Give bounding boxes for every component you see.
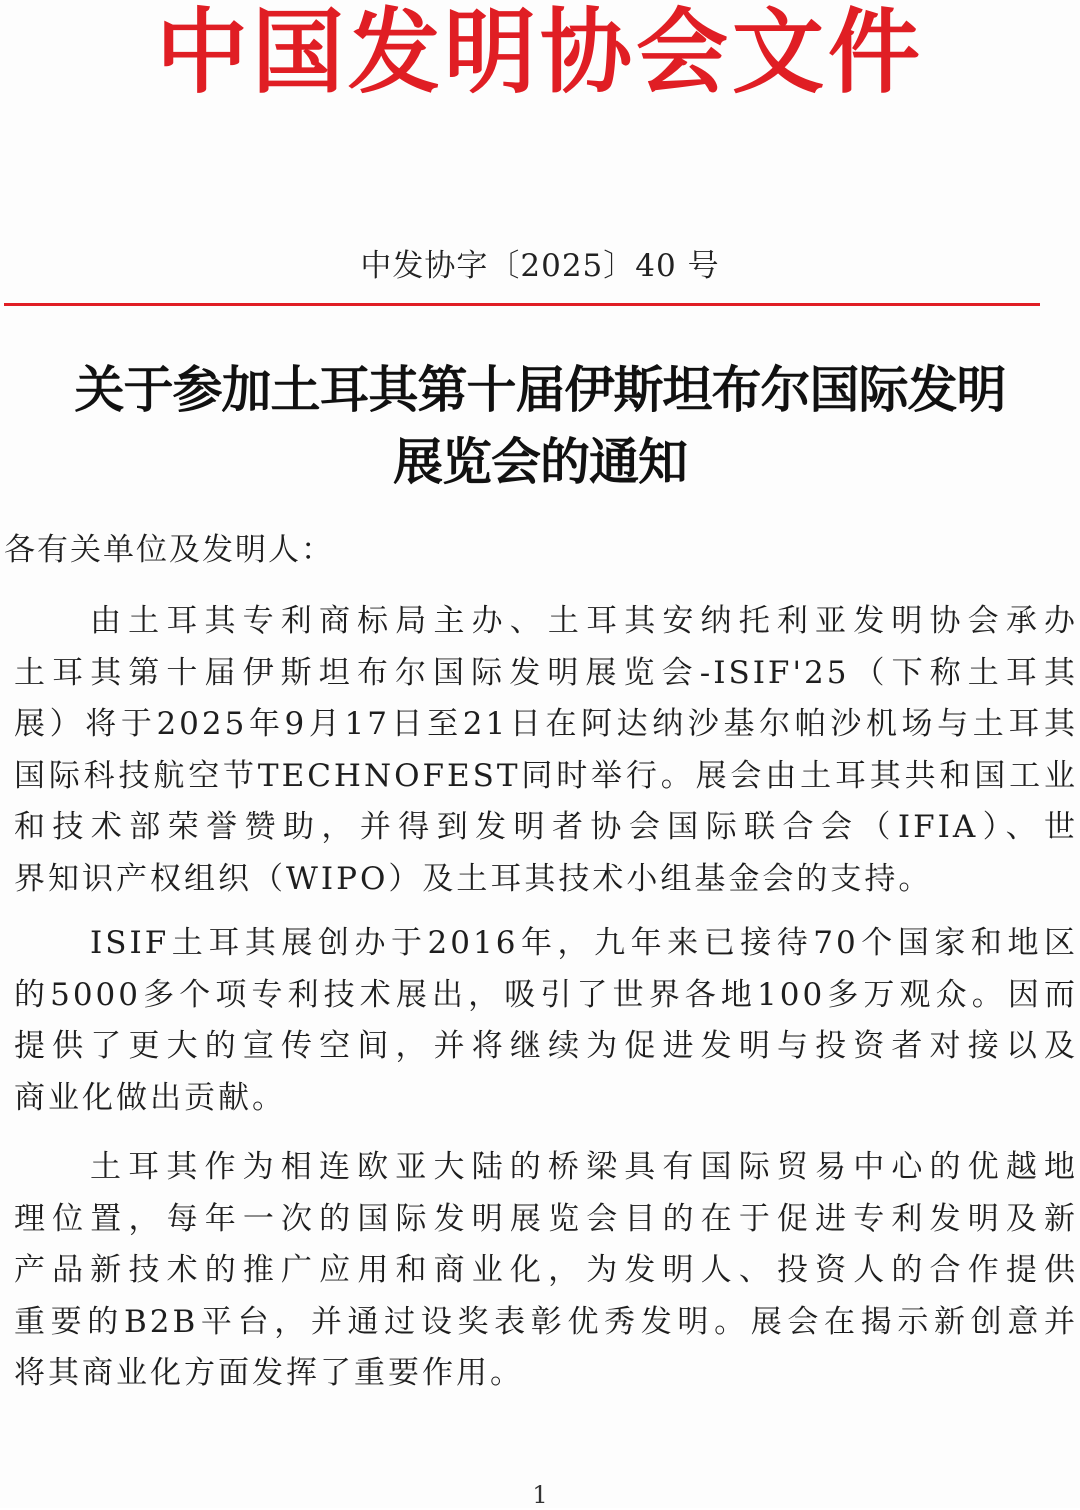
notice-title-line-2: 展览会的通知 <box>393 433 687 491</box>
paragraph-line: 提供了更大的宣传空间，并将继续为促进发明与投资者对接以及 <box>14 1028 1078 1064</box>
salutation: 各有关单位及发明人： <box>4 532 334 568</box>
paragraph-line: 展）将于2025年9月17日至21日在阿达纳沙基尔帕沙机场与土耳其 <box>14 706 1078 742</box>
paragraph-line: 的5000多个项专利技术展出，吸引了世界各地100多万观众。因而 <box>14 976 1078 1013</box>
paragraph-line: 界知识产权组织（WIPO）及土耳其技术小组基金会的支持。 <box>14 860 933 897</box>
masthead-title: 中国发明协会文件 <box>155 0 924 106</box>
paragraph-line: 土耳其第十届伊斯坦布尔国际发明展览会-ISIF'25（下称土耳其 <box>14 654 1078 691</box>
paragraph-line: 将其商业化方面发挥了重要作用。 <box>14 1355 524 1391</box>
red-divider-rule <box>4 303 1040 306</box>
document-number: 中发协字〔2025〕40 号 <box>360 248 720 284</box>
notice-title-line-1: 关于参加土耳其第十届伊斯坦布尔国际发明 <box>74 361 1006 419</box>
paragraph-1 <box>14 596 1078 905</box>
paragraph-line: 土耳其作为相连欧亚大陆的桥梁具有国际贸易中心的优越地 <box>90 1149 1078 1185</box>
paragraph-line: 商业化做出贡献。 <box>14 1079 286 1116</box>
paragraph-line: 由土耳其专利商标局主办、土耳其安纳托利亚发明协会承办 <box>90 603 1078 639</box>
paragraph-line: 和技术部荣誉赞助，并得到发明者协会国际联合会（IFIA）、世 <box>14 809 1078 845</box>
paragraph-3 <box>14 1142 1078 1400</box>
paragraph-line: 国际科技航空节TECHNOFEST同时举行。展会由土耳其共和国工业 <box>14 757 1078 794</box>
paragraph-line: 重要的B2B平台，并通过设奖表彰优秀发明。展会在揭示新创意并 <box>14 1303 1078 1340</box>
page-number: 1 <box>532 1481 548 1509</box>
paragraph-line: 理位置，每年一次的国际发明展览会目的在于促进专利发明及新 <box>14 1200 1078 1237</box>
notice-title <box>0 354 1080 498</box>
paragraph-line: ISIF土耳其展创办于2016年，九年来已接待70个国家和地区 <box>90 925 1078 961</box>
paragraph-2 <box>14 918 1078 1124</box>
paragraph-line: 产品新技术的推广应用和商业化，为发明人、投资人的合作提供 <box>14 1252 1078 1288</box>
